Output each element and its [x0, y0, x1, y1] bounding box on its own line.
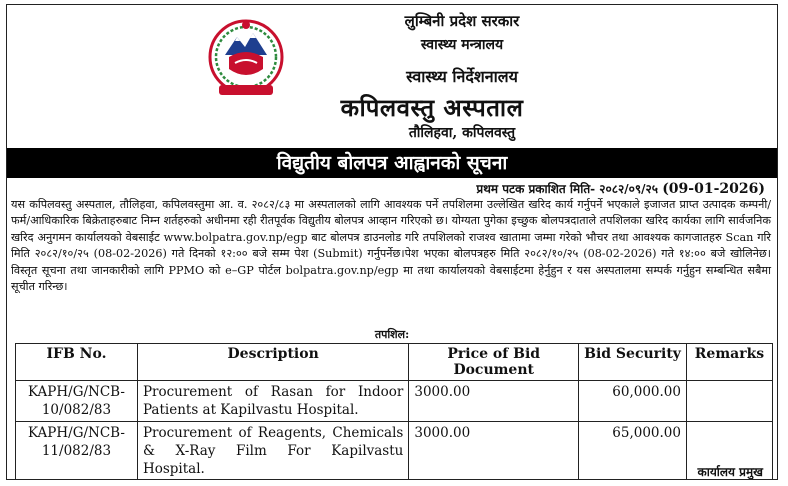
cell-price: 3000.00: [409, 381, 579, 422]
schedule-label: तपशिल:: [374, 328, 410, 341]
cell-description: Procurement of Rasan for Indoor Patients at Kapilvastu Hospital.: [137, 381, 408, 422]
cell-bid-security: 65,000.00: [579, 422, 687, 481]
cell-price: 3000.00: [409, 422, 579, 481]
notice-body: यस कपिलवस्तु अस्पताल, तौलिहवा, कपिलवस्तुमा आ. व. २०८२/८३ मा अस्पतालको लागि आवश्यक पर्ने तपशिलमा उल्लेखित खरिद कार्य गर्नुपर्ने भएकाले इजाजत प्राप्त उत्पादक कम्पनी/फर्म/आधिकारिक बिक्रेताहरुबाट निम्न शर्तहरुको अधीनमा रही रीतपूर्वक विद्युतीय बोलपत्र आव्हान गरिएको छ। योग्यता पुगेका इच्छुक बोलपत्रदाताले तपशिलका खरिद कार्यका लागि सार्वजनिक खरिद अनुगमन कार्यालयको वेबसाईट www.bolpatra.gov.np/egp बाट बोलपत्र डाउनलोड गरि तपशिलको राजश्व खातामा जम्मा गरेको भौचर तथा आवश्यक कागजातहरु Scan गरि मिति २०८२/१०/२५ (08-02-2026) गते दिनको १२:०० बजे सम्म पेश (Submit) गर्नुपर्नेछ।पेश भएका बोलपत्रहरु मिति २०८२/१०/२५ (08-02-2026) गते १४:०० बजे खोलिनेछ। विस्तृत सूचना तथा जानकारीको लागि PPMO को e–GP पोर्टल bolpatra.gov.np/egp मा तथा कार्यालयको वेबसाईटमा हेर्नुहुन र यस अस्पतालमा सम्पर्क गर्नुहुन सम्बन्धित सबैमा सूचीत गरिन्छ।: [11, 198, 771, 294]
cell-ifb-no: KAPH/G/NCB-10/082/83: [16, 381, 138, 422]
header-remarks: Remarks: [686, 344, 772, 381]
cell-bid-security: 60,000.00: [579, 381, 687, 422]
header-description: Description: [137, 344, 408, 381]
publish-date-en: (09-01-2026): [662, 181, 765, 197]
publish-date-label: प्रथम पटक प्रकाशित मिति- २०८२/०९/२५: [476, 182, 658, 196]
hospital-name: कपिलवस्तु अस्पताल: [340, 93, 524, 122]
cell-description: Procurement of Reagents, Chemicals & X-Ray Film For Kapilvastu Hospital.: [137, 422, 408, 481]
cell-ifb-no: KAPH/G/NCB-11/082/83: [16, 422, 138, 481]
cell-remarks: [686, 381, 772, 422]
notice-title: विद्युतीय बोलपत्र आह्वानको सूचना: [7, 148, 777, 178]
header-price: Price of Bid Document: [409, 344, 579, 381]
table-header-row: [16, 344, 773, 381]
notice-page: [6, 4, 778, 480]
publish-date: [476, 180, 765, 197]
ministry-name: स्वास्थ्य मन्त्रालय: [420, 37, 504, 53]
table-row: [16, 422, 773, 481]
header-ifb-no: IFB No.: [16, 344, 138, 381]
hospital-location: तौलिहवा, कपिलवस्तु: [408, 125, 516, 141]
directorate-name: स्वास्थ्य निर्देशनालय: [406, 67, 518, 86]
bid-table: [15, 343, 773, 480]
signatory: कार्यालय प्रमुख: [697, 465, 763, 479]
header-bid-security: Bid Security: [579, 344, 687, 381]
table-row: [16, 381, 773, 422]
province-name: लुम्बिनी प्रदेश सरकार: [404, 12, 520, 30]
